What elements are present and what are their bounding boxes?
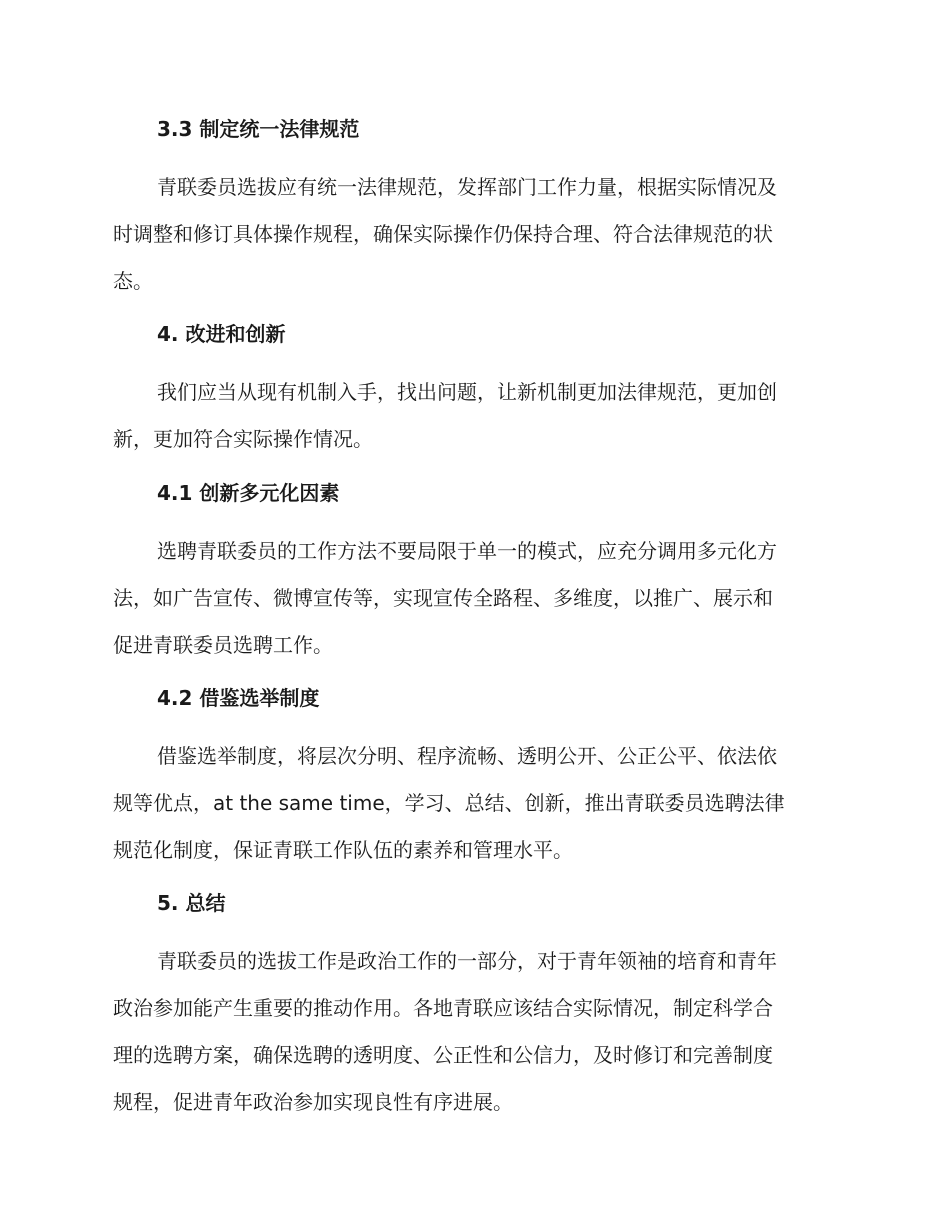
section-heading-5: 5. 总结 <box>157 891 226 915</box>
paragraph-line: 规范化制度，保证青联工作队伍的素养和管理水平。 <box>113 838 573 862</box>
section-paragraph-4 <box>113 369 833 463</box>
section-heading-4-1: 4.1 创新多元化因素 <box>157 481 340 505</box>
paragraph-line: 选聘青联委员的工作方法不要局限于单一的模式，应充分调用多元化方 <box>157 539 777 563</box>
section-heading-4: 4. 改进和创新 <box>157 322 286 346</box>
paragraph-line: 青联委员的选拔工作是政治工作的一部分，对于青年领袖的培育和青年 <box>157 949 777 973</box>
paragraph-line: 促进青联委员选聘工作。 <box>113 633 333 657</box>
section-heading-4-2: 4.2 借鉴选举制度 <box>157 686 320 710</box>
section-paragraph-5 <box>113 938 833 1126</box>
paragraph-line: 理的选聘方案，确保选聘的透明度、公正性和公信力，及时修订和完善制度 <box>113 1043 773 1067</box>
section-paragraph-4-1 <box>113 528 833 669</box>
paragraph-line: 青联委员选拔应有统一法律规范，发挥部门工作力量，根据实际情况及 <box>157 175 777 199</box>
section-heading-3-3: 3.3 制定统一法律规范 <box>157 117 360 141</box>
paragraph-line: 法，如广告宣传、微博宣传等，实现宣传全路程、多维度，以推广、展示和 <box>113 586 773 610</box>
paragraph-line: 规等优点，at the same time，学习、总结、创新，推出青联委员选聘法律 <box>113 791 785 815</box>
paragraph-line: 我们应当从现有机制入手，找出问题，让新机制更加法律规范，更加创 <box>157 380 777 404</box>
paragraph-line: 政治参加能产生重要的推动作用。各地青联应该结合实际情况，制定科学合 <box>113 996 773 1020</box>
section-paragraph-3-3 <box>113 164 833 305</box>
paragraph-line: 态。 <box>113 269 153 293</box>
paragraph-line: 新，更加符合实际操作情况。 <box>113 427 373 451</box>
section-paragraph-4-2 <box>113 733 833 874</box>
paragraph-line: 借鉴选举制度，将层次分明、程序流畅、透明公开、公正公平、依法依 <box>157 744 777 768</box>
paragraph-line: 时调整和修订具体操作规程，确保实际操作仍保持合理、符合法律规范的状 <box>113 222 773 246</box>
paragraph-line: 规程，促进青年政治参加实现良性有序进展。 <box>113 1090 513 1114</box>
